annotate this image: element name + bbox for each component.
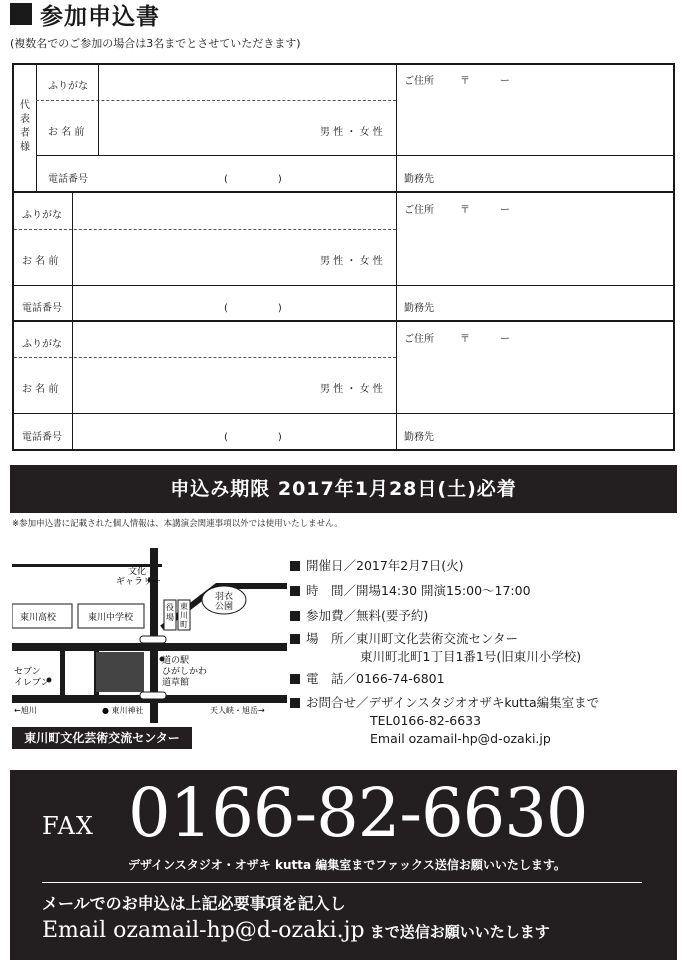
header-square-icon [10, 3, 32, 25]
map-town-3: 町 [180, 620, 188, 629]
phone-field[interactable]: ( ) [224, 174, 282, 185]
bullet-square-icon [290, 586, 300, 596]
map-town-1: 東 [180, 602, 188, 611]
work-label: 勤務先 [404, 174, 434, 185]
map-seven-2: イレブン [14, 678, 50, 688]
info-fee: 参加費／無料(要予約) [290, 606, 428, 624]
info-contact: お問合せ／デザインスタジオオザキkutta編集室まで [290, 693, 599, 711]
furigana-label: ふりがな [22, 210, 62, 221]
fax-box [10, 770, 677, 960]
applicant-table-2 [12, 191, 675, 322]
map-michinoeki-1: 道の駅 [162, 656, 190, 666]
privacy-note: ※参加申込書に記載された個人情報は、本講演会関連事項以外では使用いたしません。 [12, 519, 343, 529]
map-yakuba-1: 役 [166, 603, 174, 612]
phone-label: 電話番号 [22, 432, 62, 443]
bullet-square-icon [290, 611, 300, 621]
applicant-table-1 [12, 63, 675, 193]
phone-field[interactable]: ( ) [224, 303, 282, 314]
fax-divider [42, 882, 642, 883]
map-park-1: 羽衣 [215, 592, 234, 602]
postal-field[interactable]: 〒 ー [460, 76, 510, 87]
fax-number: 0166-82-6630 [128, 774, 588, 852]
map-seven-1: セブン [14, 667, 41, 677]
bullet-square-icon [290, 634, 300, 644]
access-map [12, 548, 287, 753]
header-note: (複数名でのご参加の場合は3名までとさせていただきます) [10, 37, 301, 50]
map-michinoeki-3: 道草館 [162, 678, 190, 688]
bullet-square-icon [290, 674, 300, 684]
deadline-banner: 申込み期限 2017年1月28日(土)必着 [10, 465, 677, 513]
info-contact-email[interactable]: Email ozamail-hp@d-ozaki.jp [370, 731, 551, 746]
address-label: ご住所 [404, 205, 434, 216]
name-label: お 名 前 [48, 127, 85, 138]
furigana-label: ふりがな [48, 81, 88, 92]
applicant-table-3 [12, 320, 675, 451]
fax-label: FAX [42, 812, 94, 840]
furigana-label: ふりがな [22, 339, 62, 350]
map-gallery-label-2: ギャラリー [116, 577, 162, 587]
map-high-school: 東川高校 [20, 613, 57, 623]
info-place: 場 所／東川町文化芸術交流センター [290, 629, 518, 647]
info-date: 開催日／2017年2月7日(火) [290, 556, 463, 574]
fax-instruction: デザインスタジオ・オザキ kutta 編集室までファックス送信お願いいたします。 [128, 858, 566, 872]
info-tel: 電 話／0166-74-6801 [290, 669, 445, 687]
page-title: 参加申込書 [40, 4, 160, 30]
map-junior-high: 東川中学校 [88, 613, 134, 623]
address-label: ご住所 [404, 76, 434, 87]
name-label: お 名 前 [22, 384, 59, 395]
info-time: 時 間／開場14:30 開演15:00〜17:00 [290, 581, 531, 599]
map-tenninkyo: 天人峡・旭岳→ [210, 706, 265, 715]
address-label: ご住所 [404, 334, 434, 345]
map-town-2: 川 [180, 611, 188, 620]
mail-email-suffix: まで送信お願いいたします [364, 923, 550, 941]
name-label: お 名 前 [22, 256, 59, 267]
representative-label: 代 表 者 様 [20, 100, 30, 153]
mail-email-line [42, 918, 550, 943]
map-asahikawa: ←旭川 [14, 706, 37, 715]
bullet-square-icon [290, 561, 300, 571]
map-shrine: ● 東川神社 [102, 706, 144, 715]
work-label: 勤務先 [404, 432, 434, 443]
gender-select[interactable]: 男 性 ・ 女 性 [320, 384, 383, 395]
postal-field[interactable]: 〒 ー [460, 334, 510, 345]
venue-label: 東川町文化芸術交流センター [12, 727, 192, 749]
phone-label: 電話番号 [22, 303, 62, 314]
gender-select[interactable]: 男 性 ・ 女 性 [320, 127, 383, 138]
info-place-address: 東川町北町1丁目1番1号(旧東川小学校) [360, 649, 582, 664]
mail-instruction: メールでのお申込は上記必要事項を記入し [42, 894, 346, 913]
map-park-2: 公園 [215, 602, 234, 612]
phone-label: 電話番号 [48, 174, 88, 185]
gender-select[interactable]: 男 性 ・ 女 性 [320, 256, 383, 267]
mail-email[interactable]: Email ozamail-hp@d-ozaki.jp [42, 918, 365, 943]
map-michinoeki-2: ひがしかわ [162, 667, 208, 677]
map-yakuba-2: 場 [166, 613, 174, 622]
work-label: 勤務先 [404, 303, 434, 314]
postal-field[interactable]: 〒 ー [460, 205, 510, 216]
map-gallery-label: 文化 [128, 567, 147, 577]
phone-field[interactable]: ( ) [224, 432, 282, 443]
bullet-square-icon [290, 698, 300, 708]
info-contact-tel: TEL0166-82-6633 [370, 713, 482, 728]
